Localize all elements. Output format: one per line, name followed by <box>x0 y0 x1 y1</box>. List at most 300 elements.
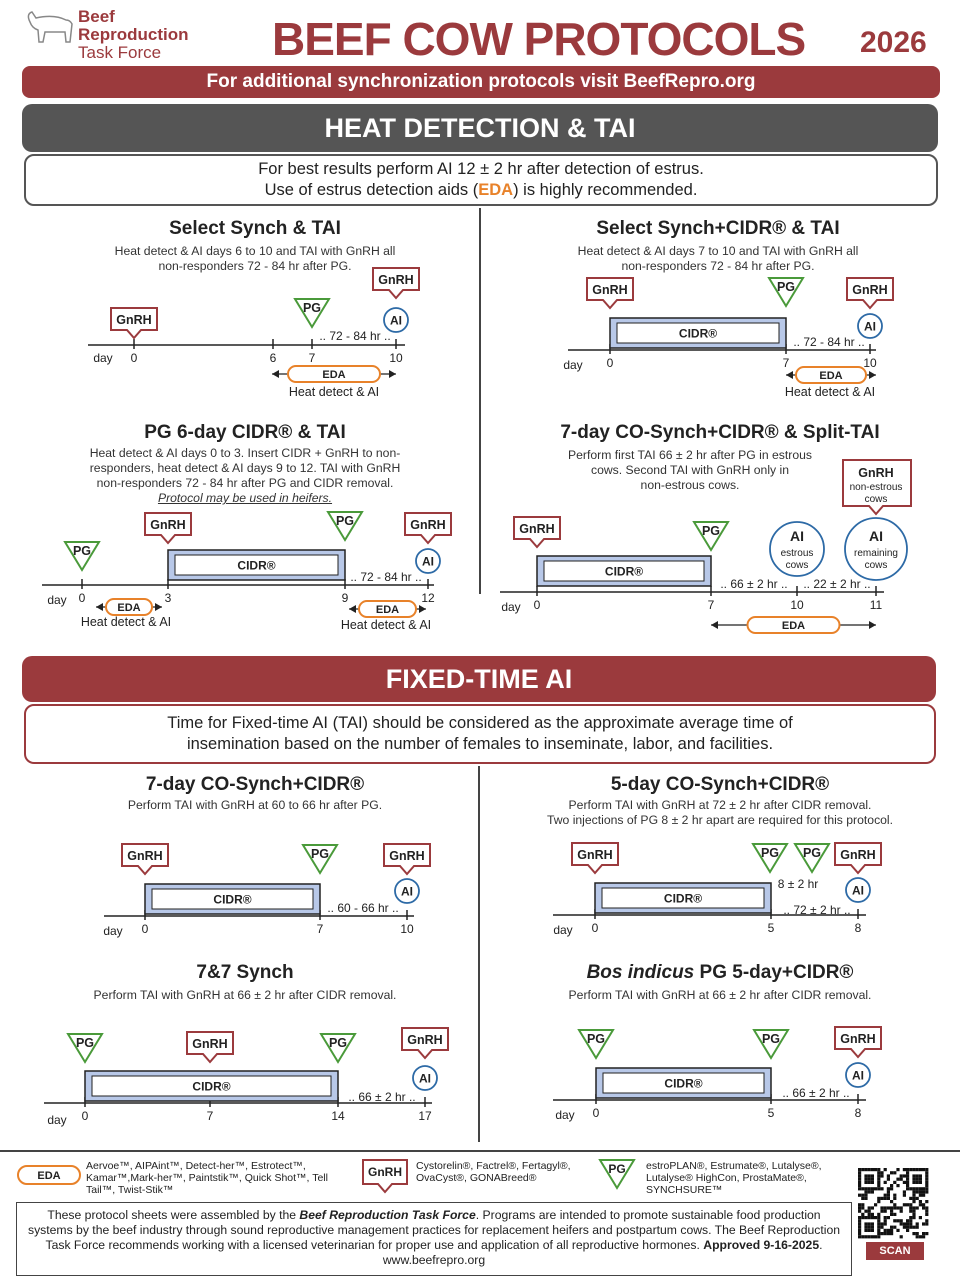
qr-module <box>890 1210 893 1213</box>
qr-module <box>868 1181 871 1184</box>
ai-label: AI <box>390 313 402 328</box>
day-word: day <box>501 600 521 614</box>
qr-module <box>868 1178 871 1181</box>
qr-module <box>858 1174 861 1177</box>
qr-module <box>871 1229 874 1232</box>
qr-module <box>919 1187 922 1190</box>
qr-module <box>903 1181 906 1184</box>
qr-module <box>906 1226 909 1229</box>
pg-label: PG <box>760 846 780 860</box>
qr-module <box>884 1206 887 1209</box>
qr-module <box>916 1174 919 1177</box>
cidr-label: CIDR® <box>237 558 276 573</box>
qr-module <box>916 1190 919 1193</box>
qr-module <box>868 1235 871 1238</box>
qr-module <box>903 1226 906 1229</box>
gnrh-label: GnRH <box>192 1037 228 1051</box>
qr-module <box>912 1197 915 1200</box>
qr-module <box>925 1184 928 1187</box>
qr-module <box>896 1168 899 1171</box>
gnrh-label: GnRH <box>840 1032 876 1046</box>
protocol-5-desc: Perform TAI with GnRH at 60 to 66 hr after PG. <box>127 798 383 812</box>
qr-code-icon[interactable] <box>858 1168 928 1238</box>
qr-module <box>906 1219 909 1222</box>
qr-module <box>858 1222 861 1225</box>
qr-module <box>868 1190 871 1193</box>
qr-module <box>871 1235 874 1238</box>
qr-module <box>868 1222 871 1225</box>
day-label: 6 <box>269 351 277 365</box>
day-word: day <box>555 1108 575 1122</box>
interval-label: .. 72 ± 2 hr .. <box>783 903 851 917</box>
qr-module <box>871 1190 874 1193</box>
year-label: 2026 <box>860 26 927 59</box>
eda-label: EDA <box>819 370 843 382</box>
protocol-5-title: 7-day CO-Synch+CIDR® <box>145 774 365 795</box>
qr-module <box>864 1222 867 1225</box>
qr-module <box>877 1229 880 1232</box>
qr-module <box>864 1174 867 1177</box>
qr-module <box>880 1187 883 1190</box>
qr-module <box>877 1184 880 1187</box>
day-label: 0 <box>141 922 149 936</box>
day-label: 10 <box>790 598 804 612</box>
qr-module <box>893 1213 896 1216</box>
ai-sub-label: cows <box>864 560 888 571</box>
info-line-2: Use of estrus detection aids (EDA) is highly recommended. <box>264 181 698 199</box>
qr-module <box>884 1222 887 1225</box>
ai-label: AI <box>869 528 883 544</box>
protocol-8-title: Bos indicus PG 5-day+CIDR® <box>586 962 854 983</box>
qr-module <box>912 1194 915 1197</box>
gnrh-label: GnRH <box>519 522 555 536</box>
qr-module <box>890 1232 893 1235</box>
qr-module <box>909 1168 912 1171</box>
qr-module <box>922 1203 925 1206</box>
cidr-label: CIDR® <box>213 892 252 907</box>
qr-module <box>884 1216 887 1219</box>
qr-module <box>868 1174 871 1177</box>
qr-module <box>890 1206 893 1209</box>
qr-module <box>868 1168 871 1171</box>
protocol-3-title: PG 6-day CIDR® & TAI <box>144 422 346 443</box>
qr-module <box>919 1174 922 1177</box>
qr-module <box>868 1216 871 1219</box>
qr-module <box>903 1203 906 1206</box>
day-label: 7 <box>782 356 790 370</box>
qr-module <box>912 1210 915 1213</box>
qr-module <box>874 1216 877 1219</box>
qr-module <box>858 1203 861 1206</box>
qr-module <box>880 1171 883 1174</box>
heat-detect-label: Heat detect & AI <box>340 618 432 632</box>
qr-module <box>887 1216 890 1219</box>
pg-products-legend: estroPLAN®, Estrumate®, Lutalyse®, Lutalyse® HighCon, ProstaMate®, SYNCHSURE™ <box>646 1160 822 1196</box>
qr-module <box>871 1168 874 1171</box>
qr-module <box>884 1181 887 1184</box>
pg-label: PG <box>761 1032 781 1046</box>
qr-module <box>877 1197 880 1200</box>
qr-module <box>864 1194 867 1197</box>
qr-module <box>912 1187 915 1190</box>
protocol-4-desc: Perform first TAI 66 ± 2 hr after PG in estrous cows. Second TAI with GnRH only in non-estrous cows. <box>568 448 812 492</box>
qr-module <box>906 1184 909 1187</box>
qr-module <box>877 1222 880 1225</box>
qr-module <box>861 1235 864 1238</box>
gnrh-label: GnRH <box>577 848 613 862</box>
qr-module <box>906 1178 909 1181</box>
day-label: 0 <box>606 356 614 370</box>
qr-module <box>890 1213 893 1216</box>
protocol-4-title: 7-day CO-Synch+CIDR® & Split-TAI <box>560 422 880 443</box>
gnrh-label: GnRH <box>592 283 628 297</box>
gnrh-label: GnRH <box>410 518 446 532</box>
qr-module <box>868 1229 871 1232</box>
qr-module <box>868 1187 871 1190</box>
qr-module <box>922 1206 925 1209</box>
qr-module <box>919 1216 922 1219</box>
page-title: BEEF COW PROTOCOLS <box>272 13 806 65</box>
qr-module <box>877 1174 880 1177</box>
qr-module <box>864 1178 867 1181</box>
qr-module <box>874 1235 877 1238</box>
qr-module <box>893 1171 896 1174</box>
qr-module <box>880 1174 883 1177</box>
legend-pg-label: PG <box>608 1162 626 1176</box>
day-word: day <box>103 924 123 938</box>
qr-module <box>890 1184 893 1187</box>
qr-module <box>912 1226 915 1229</box>
qr-module <box>858 1210 861 1213</box>
qr-module <box>871 1216 874 1219</box>
qr-module <box>925 1171 928 1174</box>
qr-module <box>871 1222 874 1225</box>
qr-module <box>890 1226 893 1229</box>
eda-products-legend: Aervoe™, AIPAint™, Detect-her™, Estrotect™, Kamar™,Mark-her™, Paintstik™, Quick Shot™, Tell Tail™, Twist-Stik™ <box>86 1160 328 1196</box>
logo-line-2: Reproduction <box>78 25 189 44</box>
protocol-7-title: 7&7 Synch <box>196 962 294 983</box>
qr-module <box>887 1174 890 1177</box>
qr-module <box>864 1216 867 1219</box>
qr-module <box>887 1232 890 1235</box>
qr-module <box>919 1194 922 1197</box>
pg-label: PG <box>302 301 322 315</box>
qr-module <box>909 1219 912 1222</box>
qr-module <box>919 1181 922 1184</box>
qr-module <box>858 1226 861 1229</box>
qr-module <box>893 1181 896 1184</box>
pg-label: PG <box>701 524 721 538</box>
qr-module <box>925 1213 928 1216</box>
qr-module <box>903 1168 906 1171</box>
gnrh-label: GnRH <box>852 283 888 297</box>
qr-module <box>912 1232 915 1235</box>
pg-interval-label: 8 ± 2 hr <box>777 877 819 891</box>
qr-module <box>877 1187 880 1190</box>
qr-module <box>880 1206 883 1209</box>
qr-module <box>916 1235 919 1238</box>
scan-label: SCAN <box>866 1242 924 1260</box>
qr-module <box>871 1226 874 1229</box>
qr-module <box>912 1190 915 1193</box>
qr-module <box>871 1181 874 1184</box>
cidr-label: CIDR® <box>604 564 644 579</box>
day-word: day <box>93 351 113 365</box>
cidr-label: CIDR® <box>663 891 703 906</box>
protocol-1-desc: Heat detect & AI days 6 to 10 and TAI with GnRH all non-responders 72 - 84 hr after PG. <box>114 244 396 273</box>
qr-module <box>903 1190 906 1193</box>
qr-module <box>858 1184 861 1187</box>
qr-module <box>877 1232 880 1235</box>
pg-label: PG <box>335 514 355 528</box>
interval-label: .. 66 ± 2 hr .. <box>782 1086 850 1100</box>
qr-module <box>919 1200 922 1203</box>
qr-module <box>900 1206 903 1209</box>
qr-module <box>916 1232 919 1235</box>
qr-module <box>922 1194 925 1197</box>
qr-module <box>916 1178 919 1181</box>
qr-module <box>864 1187 867 1190</box>
gnrh-label: GnRH <box>378 273 414 287</box>
qr-module <box>900 1178 903 1181</box>
qr-module <box>880 1210 883 1213</box>
qr-module <box>884 1232 887 1235</box>
pg-label: PG <box>72 544 92 558</box>
day-word: day <box>47 1113 67 1127</box>
gnrh-label: GnRH <box>389 849 425 863</box>
qr-module <box>877 1235 880 1238</box>
pg-label: PG <box>75 1036 95 1050</box>
qr-module <box>896 1184 899 1187</box>
ai-sub-label: estrous <box>780 548 814 559</box>
qr-module <box>909 1222 912 1225</box>
day-label: 10 <box>863 356 877 370</box>
qr-module <box>919 1190 922 1193</box>
heat-detect-label: Heat detect & AI <box>288 385 380 399</box>
qr-module <box>861 1203 864 1206</box>
qr-module <box>919 1203 922 1206</box>
day-label: 17 <box>418 1109 432 1123</box>
qr-module <box>858 1168 861 1171</box>
qr-module <box>887 1190 890 1193</box>
section-fixed-time-ai-title: FIXED-TIME AI <box>22 656 936 702</box>
qr-module <box>909 1210 912 1213</box>
qr-module <box>861 1213 864 1216</box>
interval-label: .. 66 ± 2 hr .. <box>348 1090 416 1104</box>
qr-module <box>925 1178 928 1181</box>
qr-module <box>893 1206 896 1209</box>
day-label: 0 <box>130 351 138 365</box>
qr-module <box>912 1206 915 1209</box>
protocol-2-desc: Heat detect & AI days 7 to 10 and TAI with GnRH all non-responders 72 - 84 hr after PG. <box>577 244 859 273</box>
qr-module <box>922 1235 925 1238</box>
qr-module <box>912 1200 915 1203</box>
qr-module <box>884 1210 887 1213</box>
gnrh-label: GnRH <box>127 849 163 863</box>
ai-sub-label: cows <box>785 560 809 571</box>
qr-module <box>890 1229 893 1232</box>
qr-module <box>919 1168 922 1171</box>
eda-label: EDA <box>781 620 806 632</box>
day-word: day <box>563 358 583 372</box>
eda-label: EDA <box>322 369 346 381</box>
protocol-6-title: 5-day CO-Synch+CIDR® <box>610 774 830 795</box>
qr-module <box>916 1226 919 1229</box>
qr-module <box>906 1171 909 1174</box>
qr-module <box>922 1222 925 1225</box>
qr-module <box>858 1219 861 1222</box>
day-label: 7 <box>316 922 324 936</box>
qr-module <box>871 1206 874 1209</box>
day-label: 5 <box>767 1106 775 1120</box>
qr-module <box>916 1187 919 1190</box>
ai-label: AI <box>852 883 864 898</box>
gnrh-label: GnRH <box>858 466 894 480</box>
pg-label: PG <box>802 846 822 860</box>
ai-label: AI <box>422 554 434 569</box>
protocol-3-desc: Heat detect & AI days 0 to 3. Insert CIDR + GnRH to non- responders, heat detect & AI days 9 to 12. TAI with GnRH non-responders 72 - 84 hr after PG and CIDR removal. Protocol may be used in heifers. <box>89 446 401 505</box>
qr-module <box>861 1206 864 1209</box>
pg-label: PG <box>586 1032 606 1046</box>
day-label: 14 <box>331 1109 345 1123</box>
logo-line-1: Beef <box>78 7 115 26</box>
qr-module <box>858 1171 861 1174</box>
qr-module <box>900 1222 903 1225</box>
qr-module <box>912 1174 915 1177</box>
qr-module <box>858 1194 861 1197</box>
day-label: 3 <box>164 591 172 605</box>
protocol-7-desc: Perform TAI with GnRH at 66 ± 2 hr after CIDR removal. <box>93 988 397 1002</box>
qr-module <box>906 1187 909 1190</box>
qr-module <box>858 1206 861 1209</box>
gnrh-sub-label: cows <box>864 494 888 505</box>
day-label: 9 <box>341 591 349 605</box>
ai-label: AI <box>419 1071 431 1086</box>
qr-module <box>925 1168 928 1171</box>
qr-module <box>864 1229 867 1232</box>
gnrh-label: GnRH <box>840 848 876 862</box>
qr-module <box>906 1181 909 1184</box>
heat-detect-label: Heat detect & AI <box>784 385 876 399</box>
interval-label: .. 60 - 66 hr .. <box>327 901 399 915</box>
ai-label: AI <box>790 528 804 544</box>
qr-module <box>906 1174 909 1177</box>
qr-module <box>916 1168 919 1171</box>
qr-module <box>893 1194 896 1197</box>
qr-module <box>912 1213 915 1216</box>
qr-module <box>858 1235 861 1238</box>
qr-module <box>887 1194 890 1197</box>
day-label: 0 <box>533 598 541 612</box>
eda-label: EDA <box>117 602 141 614</box>
qr-module <box>900 1235 903 1238</box>
day-label: 10 <box>400 922 414 936</box>
qr-module <box>925 1232 928 1235</box>
cidr-label: CIDR® <box>664 1076 703 1091</box>
qr-module <box>874 1187 877 1190</box>
qr-module <box>877 1181 880 1184</box>
qr-module <box>922 1187 925 1190</box>
qr-module <box>887 1206 890 1209</box>
day-label: 0 <box>78 591 86 605</box>
cidr-label: CIDR® <box>192 1079 231 1094</box>
day-label: 12 <box>421 591 435 605</box>
qr-module <box>912 1168 915 1171</box>
qr-module <box>916 1181 919 1184</box>
qr-module <box>864 1210 867 1213</box>
section-heat-detection-title: HEAT DETECTION & TAI <box>22 104 938 152</box>
qr-module <box>909 1197 912 1200</box>
qr-module <box>893 1203 896 1206</box>
interval-label: .. 66 ± 2 hr .. <box>720 577 788 591</box>
qr-module <box>864 1190 867 1193</box>
qr-module <box>909 1187 912 1190</box>
qr-module <box>864 1235 867 1238</box>
qr-module <box>871 1213 874 1216</box>
interval-label: .. 22 ± 2 hr .. <box>803 577 871 591</box>
qr-module <box>906 1203 909 1206</box>
qr-module <box>877 1178 880 1181</box>
fta-info-line-1: Time for Fixed-time AI (TAI) should be considered as the approximate average time of <box>167 714 793 732</box>
qr-module <box>922 1168 925 1171</box>
day-label: 11 <box>869 598 883 612</box>
qr-module <box>861 1197 864 1200</box>
qr-module <box>912 1216 915 1219</box>
qr-module <box>871 1187 874 1190</box>
day-label: 10 <box>389 351 403 365</box>
qr-module <box>868 1210 871 1213</box>
qr-module <box>890 1200 893 1203</box>
qr-module <box>877 1216 880 1219</box>
qr-module <box>925 1219 928 1222</box>
day-word: day <box>47 593 67 607</box>
interval-label: .. 72 - 84 hr .. <box>350 570 422 584</box>
qr-module <box>877 1226 880 1229</box>
qr-module <box>909 1216 912 1219</box>
qr-module <box>896 1219 899 1222</box>
day-label: 7 <box>308 351 316 365</box>
qr-module <box>880 1222 883 1225</box>
gnrh-label: GnRH <box>407 1033 443 1047</box>
qr-module <box>858 1232 861 1235</box>
website-banner[interactable]: For additional synchronization protocols visit BeefRepro.org <box>22 66 940 98</box>
ai-label: AI <box>852 1068 864 1083</box>
qr-module <box>925 1187 928 1190</box>
qr-module <box>922 1232 925 1235</box>
qr-module <box>916 1206 919 1209</box>
day-label: 7 <box>707 598 715 612</box>
heat-detect-label: Heat detect & AI <box>80 615 172 629</box>
qr-module <box>896 1229 899 1232</box>
qr-module <box>919 1178 922 1181</box>
day-label: 5 <box>767 921 775 935</box>
gnrh-label: GnRH <box>150 518 186 532</box>
qr-module <box>874 1203 877 1206</box>
qr-module <box>887 1187 890 1190</box>
qr-module <box>900 1174 903 1177</box>
qr-module <box>909 1206 912 1209</box>
qr-module <box>906 1168 909 1171</box>
qr-module <box>925 1210 928 1213</box>
qr-module <box>906 1229 909 1232</box>
qr-module <box>890 1187 893 1190</box>
qr-module <box>861 1194 864 1197</box>
qr-module <box>864 1181 867 1184</box>
qr-module <box>858 1178 861 1181</box>
qr-module <box>912 1181 915 1184</box>
protocol-2-title: Select Synch+CIDR® & TAI <box>596 218 840 239</box>
cidr-label: CIDR® <box>678 326 718 341</box>
